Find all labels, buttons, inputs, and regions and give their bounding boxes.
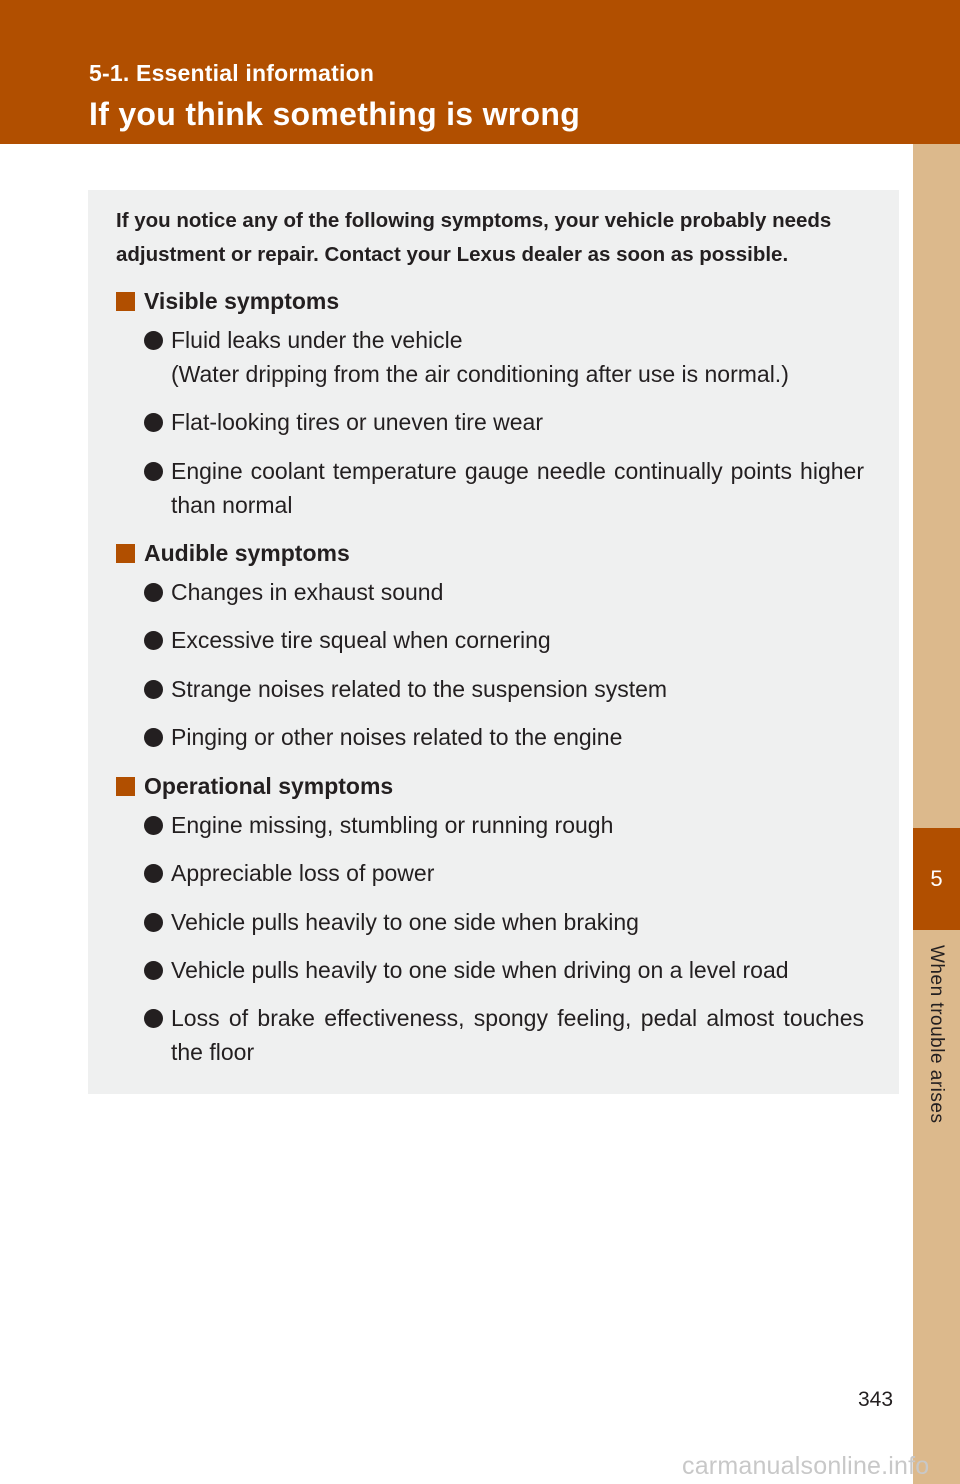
list-item-text: Pinging or other noises related to the engine [171, 724, 623, 750]
bullet-dot-icon [144, 913, 163, 932]
section-heading-operational [116, 771, 393, 801]
list-item-text: Strange noises related to the suspension system [171, 676, 668, 702]
square-bullet-icon [116, 292, 135, 311]
square-bullet-icon [116, 777, 135, 796]
list-item-text: Flat-looking tires or uneven tire wear [171, 409, 543, 435]
list-item-text: Engine missing, stumbling or running rough [171, 812, 614, 838]
list-item [144, 953, 864, 987]
section-heading-visible [116, 286, 339, 316]
bullet-dot-icon [144, 462, 163, 481]
chapter-number-tab[interactable] [913, 828, 960, 930]
list-item [144, 720, 864, 754]
list-item [144, 808, 864, 842]
list-item [144, 405, 864, 439]
list-item [144, 905, 864, 939]
list-item-text: Engine coolant temperature gauge needle continually points higher than normal [171, 458, 864, 518]
list-item [144, 672, 864, 706]
list-item-text: Vehicle pulls heavily to one side when braking [171, 909, 639, 935]
bullet-dot-icon [144, 331, 163, 350]
page-number: 343 [858, 1388, 894, 1411]
list-item-text: Excessive tire squeal when cornering [171, 627, 551, 653]
watermark-text: carmanualsonline.info [682, 1452, 930, 1480]
bullet-dot-icon [144, 1009, 163, 1028]
section-heading-label: Visible symptoms [144, 288, 340, 314]
page-title: If you think something is wrong [89, 96, 581, 132]
chapter-side-tab [913, 144, 960, 1484]
bullet-dot-icon [144, 680, 163, 699]
bullet-dot-icon [144, 864, 163, 883]
list-item-text: Loss of brake effectiveness, spongy feeling, pedal almost touches the floor [171, 1005, 864, 1065]
section-label: 5-1. Essential information [89, 60, 375, 86]
bullet-dot-icon [144, 583, 163, 602]
chapter-name: When trouble arises [926, 945, 947, 1124]
section-heading-audible [116, 538, 350, 568]
list-item [144, 575, 864, 609]
list-item-text: Vehicle pulls heavily to one side when driving on a level road [171, 957, 789, 983]
list-item [144, 454, 864, 522]
bullet-dot-icon [144, 631, 163, 650]
intro-text: If you notice any of the following symptoms, your vehicle probably needs adjustment or repair. Contact your Lexus dealer as soon as possible. [116, 209, 832, 266]
list-item-text: Fluid leaks under the vehicle [171, 327, 463, 353]
list-item [144, 1001, 864, 1069]
bullet-dot-icon [144, 728, 163, 747]
list-item-text: Changes in exhaust sound [171, 579, 444, 605]
list-item-note: (Water dripping from the air conditioning after use is normal.) [171, 361, 789, 387]
list-item [144, 856, 864, 890]
list-item [144, 623, 864, 657]
chapter-number: 5 [930, 866, 943, 891]
bullet-dot-icon [144, 961, 163, 980]
section-heading-label: Audible symptoms [144, 540, 350, 566]
list-item-text: Appreciable loss of power [171, 860, 435, 886]
bullet-dot-icon [144, 816, 163, 835]
page-header [0, 0, 960, 144]
section-heading-label: Operational symptoms [144, 773, 394, 799]
list-item [144, 323, 864, 391]
square-bullet-icon [116, 544, 135, 563]
bullet-dot-icon [144, 413, 163, 432]
